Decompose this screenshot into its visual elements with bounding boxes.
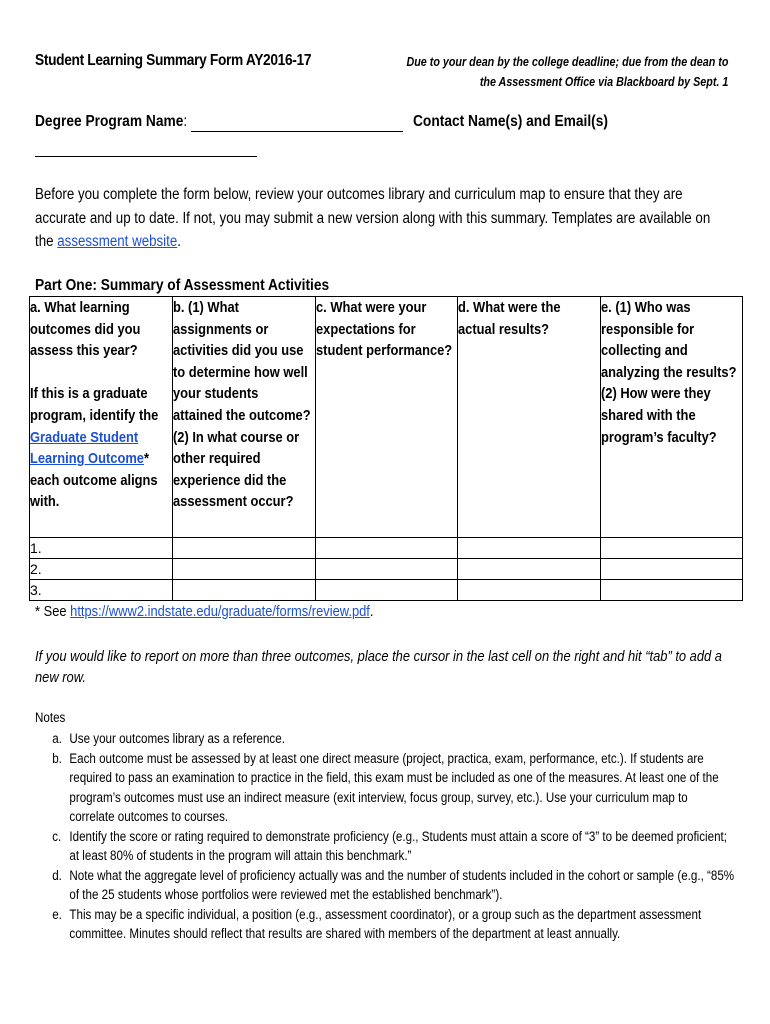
table-cell[interactable] (173, 559, 316, 580)
contact-field[interactable] (35, 156, 257, 157)
header-cell-a (30, 297, 173, 538)
table-cell[interactable] (601, 580, 743, 601)
note-marker: e. (52, 906, 62, 922)
table-row (30, 580, 743, 601)
notes-list (35, 729, 736, 944)
table-cell[interactable] (173, 580, 316, 601)
col-d-text: d. What were the actual results? (458, 299, 561, 338)
note-text: Note what the aggregate level of proficiency actually was and the number of students included in the cohort or sample (e.g., “85% of the 25 students whose portfolios were reviewed met the established benchmark”). (69, 867, 735, 902)
table-cell[interactable] (173, 538, 316, 559)
intro-text: Before you complete the form below, review your outcomes library and curriculum map to ensure that they are accurate and up to date. If not, you may submit a new version along with this summary. Templates are available on the (35, 186, 711, 250)
degree-program-field[interactable] (191, 131, 403, 132)
col-a-text-3: * each outcome aligns with. (30, 450, 158, 511)
table-row (30, 538, 743, 559)
degree-label-colon: : (183, 113, 188, 130)
col-c-text: c. What were your expectations for student performance? (316, 299, 453, 360)
table-cell[interactable] (601, 559, 743, 580)
col-b-text: b. (1) What assignments or activities did you use to determine how well your students attained the outcome? (2) In what course or other required experience did the assessment occur? (173, 299, 311, 511)
table-cell[interactable] (316, 559, 458, 580)
table-cell[interactable] (458, 538, 601, 559)
header-cell-e (601, 297, 743, 538)
form-title: Student Learning Summary Form AY2016-17 (35, 52, 312, 69)
note-item (35, 749, 736, 827)
graduate-outcome-link[interactable]: Graduate Student Learning Outcome (30, 428, 144, 468)
note-text: Use your outcomes library as a reference. (69, 731, 285, 746)
header-cell-b (173, 297, 316, 538)
assessment-table (29, 296, 743, 601)
part-one-heading: Part One: Summary of Assessment Activities (35, 277, 330, 294)
review-pdf-link[interactable]: https://www2.indstate.edu/graduate/forms/review.pdf (70, 603, 370, 620)
row-number-cell[interactable]: 3. (30, 580, 173, 601)
note-text: Identify the score or rating required to demonstrate proficiency (e.g., Students must attain a score of “3” to be deemed proficient; at least 80% of students in the program will attain this benchmark.” (69, 828, 728, 863)
degree-program-label (35, 113, 187, 131)
col-e-text: e. (1) Who was responsible for collecting and analyzing the results? (2) How were they shared with the program’s faculty? (601, 299, 737, 446)
deadline-line-1: Due to your dean by the college deadline; due from the dean to (406, 55, 729, 69)
note-text: Each outcome must be assessed by at least one direct measure (project, practica, exam, performance, etc.). If students are required to pass an examination to practice in the field, this exam must be included as one of the measures. At least one of the program’s outcomes must use an indirect measure (exit interview, focus group, survey, etc.). Use your curriculum map to correlate outcomes to courses. (69, 750, 719, 824)
header-cell-d (458, 297, 601, 538)
tab-instruction: If you would like to report on more than three outcomes, place the cursor in the last cell on the right and hit “tab” to add a new row. (35, 648, 722, 686)
footnote-prefix: * See (35, 603, 71, 620)
table-row (30, 559, 743, 580)
intro-paragraph (35, 183, 728, 254)
deadline-line-2: the Assessment Office via Blackboard by Sept. 1 (479, 75, 729, 89)
note-item (35, 866, 736, 905)
header-cell-c (316, 297, 458, 538)
note-marker: a. (52, 731, 62, 746)
col-a-text-2: If this is a graduate program, identify the (30, 385, 159, 424)
contact-label: Contact Name(s) and Email(s) (413, 113, 608, 130)
footnote (35, 603, 373, 620)
col-a-text-1: a. What learning outcomes did you assess this year? (30, 299, 141, 360)
table-cell[interactable] (458, 580, 601, 601)
row-number-cell[interactable]: 2. (30, 559, 173, 580)
intro-end: . (177, 233, 181, 250)
table-cell[interactable] (458, 559, 601, 580)
note-marker: b. (52, 750, 62, 766)
assessment-website-link[interactable]: assessment website (57, 233, 178, 250)
footnote-suffix: . (369, 603, 374, 620)
table-cell[interactable] (316, 538, 458, 559)
note-item (35, 905, 736, 944)
notes-heading: Notes (35, 710, 66, 725)
degree-label-text: Degree Program Name (35, 113, 184, 130)
table-cell[interactable] (601, 538, 743, 559)
deadline-note (350, 52, 728, 92)
note-text: This may be a specific individual, a position (e.g., assessment coordinator), or a group such as the department assessment committee. Minutes should reflect that results are shared with members of the department at least annually. (69, 906, 702, 941)
note-marker: d. (52, 867, 62, 883)
note-item (35, 729, 736, 749)
table-cell[interactable] (316, 580, 458, 601)
note-item (35, 827, 736, 866)
note-marker: c. (52, 828, 62, 844)
row-number-cell[interactable]: 1. (30, 538, 173, 559)
table-header-row (30, 297, 743, 538)
